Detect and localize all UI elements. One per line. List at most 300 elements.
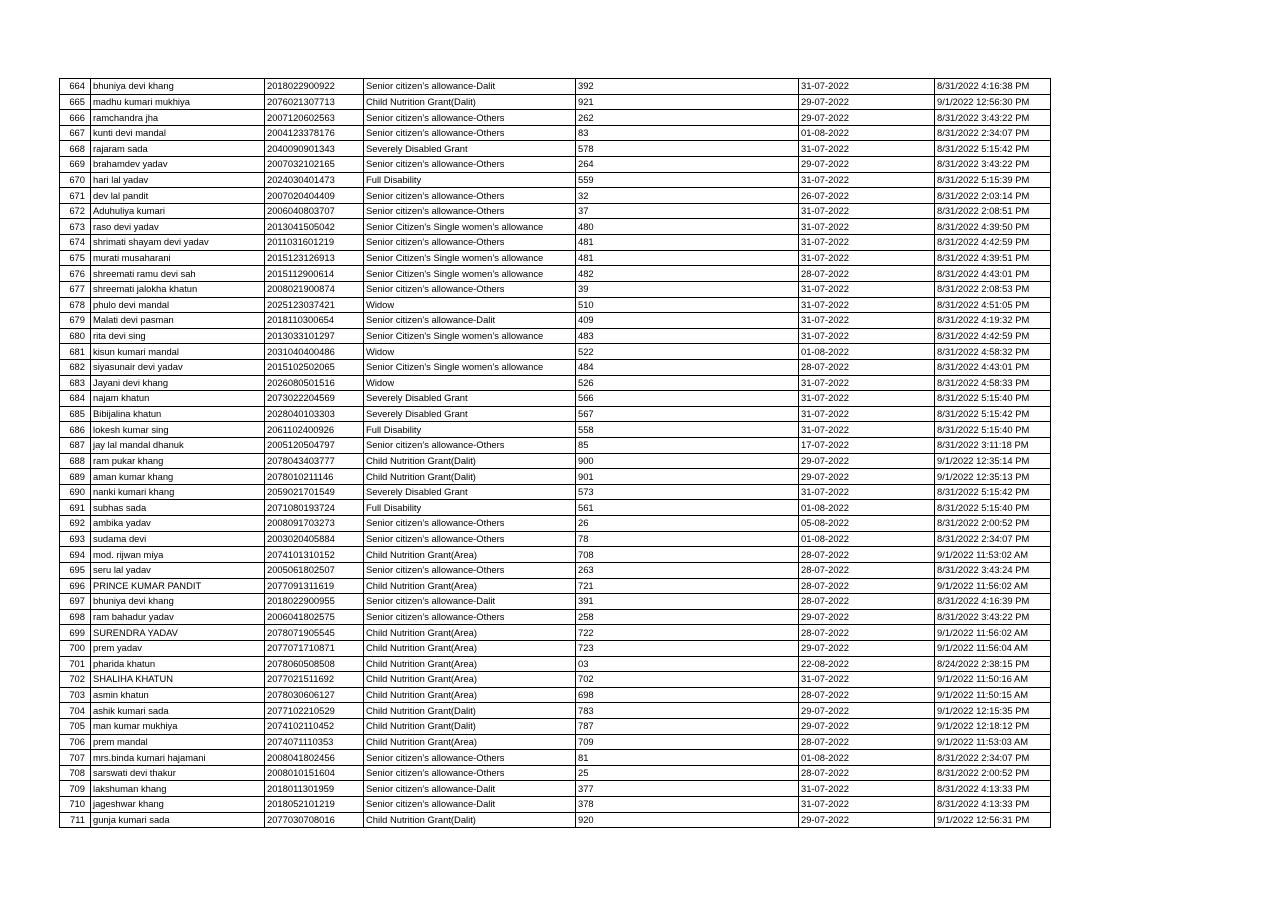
timestamp-cell: 9/1/2022 12:35:13 PM: [935, 469, 1051, 485]
timestamp-cell: 8/31/2022 4:43:01 PM: [935, 266, 1051, 282]
allowance-type-cell: Senior citizen’s allowance-Others: [364, 203, 576, 219]
serial-number-cell: 680: [60, 328, 91, 344]
table-row: [60, 453, 1051, 469]
allowance-type-cell: Senior citizen’s allowance-Others: [364, 235, 576, 251]
table-row: [60, 687, 1051, 703]
allowance-type-cell: Senior citizen’s allowance-Dalit: [364, 781, 576, 797]
code-cell: 787: [576, 718, 799, 734]
date-cell: 01-08-2022: [799, 125, 935, 141]
name-cell: rajaram sada: [91, 141, 265, 157]
allowance-type-cell: Child Nutrition Grant(Dalit): [364, 469, 576, 485]
name-cell: subhas sada: [91, 500, 265, 516]
table-row: [60, 203, 1051, 219]
name-cell: ram pukar khang: [91, 453, 265, 469]
timestamp-cell: 9/1/2022 12:56:30 PM: [935, 94, 1051, 110]
table-row: [60, 250, 1051, 266]
timestamp-cell: 8/31/2022 2:08:53 PM: [935, 281, 1051, 297]
id-number-cell: 2078060508508: [265, 656, 364, 672]
table-row: [60, 391, 1051, 407]
id-number-cell: 2026080501516: [265, 375, 364, 391]
allowance-type-cell: Child Nutrition Grant(Area): [364, 578, 576, 594]
allowance-type-cell: Full Disability: [364, 422, 576, 438]
timestamp-cell: 8/31/2022 4:51:05 PM: [935, 297, 1051, 313]
id-number-cell: 2008010151604: [265, 765, 364, 781]
allowance-type-cell: Senior citizen’s allowance-Others: [364, 609, 576, 625]
serial-number-cell: 685: [60, 406, 91, 422]
id-number-cell: 2078010211146: [265, 469, 364, 485]
id-number-cell: 2007032102165: [265, 157, 364, 173]
serial-number-cell: 678: [60, 297, 91, 313]
table-row: [60, 110, 1051, 126]
code-cell: 83: [576, 125, 799, 141]
table-row: [60, 125, 1051, 141]
allowance-type-cell: Senior citizen’s allowance-Dalit: [364, 79, 576, 95]
timestamp-cell: 9/1/2022 11:56:02 AM: [935, 625, 1051, 641]
name-cell: SURENDRA YADAV: [91, 625, 265, 641]
table-row: [60, 703, 1051, 719]
name-cell: lakshuman khang: [91, 781, 265, 797]
name-cell: najam khatun: [91, 391, 265, 407]
name-cell: rita devi sing: [91, 328, 265, 344]
code-cell: 377: [576, 781, 799, 797]
name-cell: shreemati ramu devi sah: [91, 266, 265, 282]
name-cell: siyasunair devi yadav: [91, 359, 265, 375]
allowance-type-cell: Senior citizen’s allowance-Dalit: [364, 313, 576, 329]
serial-number-cell: 672: [60, 203, 91, 219]
code-cell: 409: [576, 313, 799, 329]
allowance-type-cell: Senior Citizen's Single women’s allowance: [364, 328, 576, 344]
name-cell: prem mandal: [91, 734, 265, 750]
id-number-cell: 2078043403777: [265, 453, 364, 469]
serial-number-cell: 708: [60, 765, 91, 781]
serial-number-cell: 675: [60, 250, 91, 266]
serial-number-cell: 674: [60, 235, 91, 251]
date-cell: 29-07-2022: [799, 469, 935, 485]
name-cell: phulo devi mandal: [91, 297, 265, 313]
serial-number-cell: 690: [60, 484, 91, 500]
beneficiary-table: [59, 78, 1051, 828]
code-cell: 559: [576, 172, 799, 188]
date-cell: 29-07-2022: [799, 453, 935, 469]
timestamp-cell: 9/1/2022 11:50:15 AM: [935, 687, 1051, 703]
allowance-type-cell: Full Disability: [364, 500, 576, 516]
code-cell: 482: [576, 266, 799, 282]
date-cell: 31-07-2022: [799, 672, 935, 688]
table-row: [60, 531, 1051, 547]
date-cell: 28-07-2022: [799, 625, 935, 641]
id-number-cell: 2078071905545: [265, 625, 364, 641]
serial-number-cell: 668: [60, 141, 91, 157]
date-cell: 31-07-2022: [799, 422, 935, 438]
serial-number-cell: 677: [60, 281, 91, 297]
timestamp-cell: 8/31/2022 2:00:52 PM: [935, 516, 1051, 532]
name-cell: gunja kumari sada: [91, 812, 265, 828]
table-row: [60, 141, 1051, 157]
date-cell: 28-07-2022: [799, 734, 935, 750]
timestamp-cell: 8/31/2022 4:13:33 PM: [935, 797, 1051, 813]
id-number-cell: 2006041802575: [265, 609, 364, 625]
id-number-cell: 2077071710871: [265, 640, 364, 656]
id-number-cell: 2005061802507: [265, 562, 364, 578]
id-number-cell: 2008041802456: [265, 750, 364, 766]
code-cell: 573: [576, 484, 799, 500]
name-cell: brahamdev yadav: [91, 157, 265, 173]
timestamp-cell: 8/31/2022 2:34:07 PM: [935, 125, 1051, 141]
code-cell: 483: [576, 328, 799, 344]
allowance-type-cell: Senior citizen’s allowance-Others: [364, 188, 576, 204]
allowance-type-cell: Senior citizen’s allowance-Others: [364, 125, 576, 141]
table-row: [60, 266, 1051, 282]
timestamp-cell: 9/1/2022 12:35:14 PM: [935, 453, 1051, 469]
date-cell: 31-07-2022: [799, 484, 935, 500]
date-cell: 31-07-2022: [799, 391, 935, 407]
timestamp-cell: 8/31/2022 4:16:38 PM: [935, 79, 1051, 95]
date-cell: 01-08-2022: [799, 500, 935, 516]
allowance-type-cell: Child Nutrition Grant(Area): [364, 687, 576, 703]
serial-number-cell: 670: [60, 172, 91, 188]
allowance-type-cell: Senior citizen’s allowance-Others: [364, 531, 576, 547]
id-number-cell: 2011031601219: [265, 235, 364, 251]
code-cell: 721: [576, 578, 799, 594]
date-cell: 31-07-2022: [799, 781, 935, 797]
timestamp-cell: 8/31/2022 2:34:07 PM: [935, 750, 1051, 766]
timestamp-cell: 9/1/2022 11:50:16 AM: [935, 672, 1051, 688]
name-cell: mod. rijwan miya: [91, 547, 265, 563]
date-cell: 31-07-2022: [799, 313, 935, 329]
id-number-cell: 2005120504797: [265, 438, 364, 454]
name-cell: aman kumar khang: [91, 469, 265, 485]
code-cell: 783: [576, 703, 799, 719]
id-number-cell: 2008091703273: [265, 516, 364, 532]
table-row: [60, 765, 1051, 781]
id-number-cell: 2074101310152: [265, 547, 364, 563]
allowance-type-cell: Senior citizen’s allowance-Dalit: [364, 797, 576, 813]
table-row: [60, 625, 1051, 641]
table-row: [60, 656, 1051, 672]
id-number-cell: 2028040103303: [265, 406, 364, 422]
id-number-cell: 2078030606127: [265, 687, 364, 703]
table-row: [60, 422, 1051, 438]
allowance-type-cell: Senior Citizen's Single women’s allowance: [364, 250, 576, 266]
timestamp-cell: 8/31/2022 3:43:22 PM: [935, 157, 1051, 173]
timestamp-cell: 8/31/2022 4:39:51 PM: [935, 250, 1051, 266]
allowance-type-cell: Senior citizen’s allowance-Others: [364, 765, 576, 781]
date-cell: 29-07-2022: [799, 703, 935, 719]
serial-number-cell: 687: [60, 438, 91, 454]
id-number-cell: 2018022900955: [265, 594, 364, 610]
table-row: [60, 672, 1051, 688]
timestamp-cell: 9/1/2022 11:56:02 AM: [935, 578, 1051, 594]
name-cell: ramchandra jha: [91, 110, 265, 126]
name-cell: prem yadav: [91, 640, 265, 656]
id-number-cell: 2077021511692: [265, 672, 364, 688]
serial-number-cell: 682: [60, 359, 91, 375]
timestamp-cell: 8/31/2022 4:39:50 PM: [935, 219, 1051, 235]
table-row: [60, 344, 1051, 360]
table-row: [60, 94, 1051, 110]
table-row: [60, 313, 1051, 329]
timestamp-cell: 8/31/2022 5:15:42 PM: [935, 406, 1051, 422]
table-row: [60, 172, 1051, 188]
date-cell: 28-07-2022: [799, 578, 935, 594]
table-row: [60, 219, 1051, 235]
timestamp-cell: 8/31/2022 4:16:39 PM: [935, 594, 1051, 610]
code-cell: 25: [576, 765, 799, 781]
serial-number-cell: 697: [60, 594, 91, 610]
name-cell: PRINCE KUMAR PANDIT: [91, 578, 265, 594]
serial-number-cell: 696: [60, 578, 91, 594]
allowance-type-cell: Child Nutrition Grant(Area): [364, 656, 576, 672]
name-cell: ambika yadav: [91, 516, 265, 532]
date-cell: 31-07-2022: [799, 79, 935, 95]
table-row: [60, 375, 1051, 391]
date-cell: 31-07-2022: [799, 406, 935, 422]
date-cell: 28-07-2022: [799, 687, 935, 703]
name-cell: jay lal mandal dhanuk: [91, 438, 265, 454]
name-cell: Jayani devi khang: [91, 375, 265, 391]
date-cell: 28-07-2022: [799, 547, 935, 563]
allowance-type-cell: Widow: [364, 297, 576, 313]
table-row: [60, 718, 1051, 734]
code-cell: 561: [576, 500, 799, 516]
name-cell: sarswati devi thakur: [91, 765, 265, 781]
code-cell: 481: [576, 235, 799, 251]
timestamp-cell: 9/1/2022 12:15:35 PM: [935, 703, 1051, 719]
name-cell: mrs.binda kumari hajamani: [91, 750, 265, 766]
allowance-type-cell: Senior Citizen's Single women’s allowance: [364, 266, 576, 282]
serial-number-cell: 686: [60, 422, 91, 438]
code-cell: 900: [576, 453, 799, 469]
allowance-type-cell: Child Nutrition Grant(Area): [364, 672, 576, 688]
date-cell: 31-07-2022: [799, 797, 935, 813]
allowance-type-cell: Senior citizen’s allowance-Others: [364, 562, 576, 578]
name-cell: pharida khatun: [91, 656, 265, 672]
table-row: [60, 484, 1051, 500]
date-cell: 31-07-2022: [799, 235, 935, 251]
date-cell: 28-07-2022: [799, 359, 935, 375]
table-row: [60, 547, 1051, 563]
name-cell: bhuniya devi khang: [91, 79, 265, 95]
serial-number-cell: 667: [60, 125, 91, 141]
timestamp-cell: 8/31/2022 5:15:39 PM: [935, 172, 1051, 188]
table-row: [60, 406, 1051, 422]
code-cell: 702: [576, 672, 799, 688]
table-row: [60, 750, 1051, 766]
timestamp-cell: 8/31/2022 4:43:01 PM: [935, 359, 1051, 375]
code-cell: 510: [576, 297, 799, 313]
allowance-type-cell: Senior Citizen's Single women’s allowance: [364, 359, 576, 375]
code-cell: 920: [576, 812, 799, 828]
code-cell: 262: [576, 110, 799, 126]
code-cell: 558: [576, 422, 799, 438]
serial-number-cell: 664: [60, 79, 91, 95]
table-row: [60, 594, 1051, 610]
timestamp-cell: 8/31/2022 3:43:24 PM: [935, 562, 1051, 578]
timestamp-cell: 8/31/2022 3:43:22 PM: [935, 609, 1051, 625]
id-number-cell: 2018052101219: [265, 797, 364, 813]
name-cell: Aduhuliya kumari: [91, 203, 265, 219]
code-cell: 37: [576, 203, 799, 219]
date-cell: 29-07-2022: [799, 609, 935, 625]
id-number-cell: 2015102502065: [265, 359, 364, 375]
id-number-cell: 2008021900874: [265, 281, 364, 297]
table-row: [60, 734, 1051, 750]
code-cell: 709: [576, 734, 799, 750]
table-row: [60, 235, 1051, 251]
code-cell: 708: [576, 547, 799, 563]
allowance-type-cell: Child Nutrition Grant(Area): [364, 734, 576, 750]
timestamp-cell: 9/1/2022 11:53:03 AM: [935, 734, 1051, 750]
date-cell: 31-07-2022: [799, 250, 935, 266]
timestamp-cell: 8/31/2022 5:15:40 PM: [935, 422, 1051, 438]
serial-number-cell: 711: [60, 812, 91, 828]
name-cell: asmin khatun: [91, 687, 265, 703]
table-row: [60, 297, 1051, 313]
name-cell: lokesh kumar sing: [91, 422, 265, 438]
allowance-type-cell: Child Nutrition Grant(Dalit): [364, 718, 576, 734]
name-cell: shreemati jalokha khatun: [91, 281, 265, 297]
allowance-type-cell: Senior citizen’s allowance-Others: [364, 157, 576, 173]
code-cell: 921: [576, 94, 799, 110]
timestamp-cell: 9/1/2022 12:56:31 PM: [935, 812, 1051, 828]
id-number-cell: 2059021701549: [265, 484, 364, 500]
date-cell: 29-07-2022: [799, 157, 935, 173]
code-cell: 578: [576, 141, 799, 157]
date-cell: 29-07-2022: [799, 94, 935, 110]
table-row: [60, 640, 1051, 656]
date-cell: 05-08-2022: [799, 516, 935, 532]
id-number-cell: 2074102110452: [265, 718, 364, 734]
table-row: [60, 469, 1051, 485]
table-row: [60, 516, 1051, 532]
table-row: [60, 609, 1051, 625]
id-number-cell: 2018110300654: [265, 313, 364, 329]
date-cell: 26-07-2022: [799, 188, 935, 204]
date-cell: 31-07-2022: [799, 141, 935, 157]
name-cell: kunti devi mandal: [91, 125, 265, 141]
code-cell: 481: [576, 250, 799, 266]
name-cell: raso devi yadav: [91, 219, 265, 235]
serial-number-cell: 692: [60, 516, 91, 532]
timestamp-cell: 8/31/2022 4:58:33 PM: [935, 375, 1051, 391]
allowance-type-cell: Severely Disabled Grant: [364, 406, 576, 422]
id-number-cell: 2003020405884: [265, 531, 364, 547]
allowance-type-cell: Child Nutrition Grant(Dalit): [364, 94, 576, 110]
name-cell: sudama devi: [91, 531, 265, 547]
allowance-type-cell: Severely Disabled Grant: [364, 484, 576, 500]
table-row: [60, 359, 1051, 375]
date-cell: 29-07-2022: [799, 718, 935, 734]
name-cell: bhuniya devi khang: [91, 594, 265, 610]
id-number-cell: 2077102210529: [265, 703, 364, 719]
code-cell: 567: [576, 406, 799, 422]
date-cell: 31-07-2022: [799, 172, 935, 188]
id-number-cell: 2015123126913: [265, 250, 364, 266]
serial-number-cell: 701: [60, 656, 91, 672]
table-row: [60, 578, 1051, 594]
code-cell: 258: [576, 609, 799, 625]
serial-number-cell: 698: [60, 609, 91, 625]
table-row: [60, 438, 1051, 454]
code-cell: 391: [576, 594, 799, 610]
date-cell: 01-08-2022: [799, 531, 935, 547]
serial-number-cell: 673: [60, 219, 91, 235]
name-cell: Malati devi pasman: [91, 313, 265, 329]
serial-number-cell: 710: [60, 797, 91, 813]
id-number-cell: 2007120602563: [265, 110, 364, 126]
timestamp-cell: 8/31/2022 5:15:40 PM: [935, 500, 1051, 516]
name-cell: shrimati shayam devi yadav: [91, 235, 265, 251]
allowance-type-cell: Full Disability: [364, 172, 576, 188]
table-row: [60, 812, 1051, 828]
date-cell: 31-07-2022: [799, 281, 935, 297]
id-number-cell: 2077030708016: [265, 812, 364, 828]
serial-number-cell: 703: [60, 687, 91, 703]
serial-number-cell: 666: [60, 110, 91, 126]
allowance-type-cell: Child Nutrition Grant(Area): [364, 547, 576, 563]
serial-number-cell: 676: [60, 266, 91, 282]
code-cell: 81: [576, 750, 799, 766]
allowance-type-cell: Senior citizen’s allowance-Others: [364, 516, 576, 532]
table-body: [60, 79, 1051, 828]
id-number-cell: 2007020404409: [265, 188, 364, 204]
id-number-cell: 2073022204569: [265, 391, 364, 407]
code-cell: 722: [576, 625, 799, 641]
name-cell: nanki kumari khang: [91, 484, 265, 500]
date-cell: 28-07-2022: [799, 266, 935, 282]
code-cell: 526: [576, 375, 799, 391]
table-row: [60, 500, 1051, 516]
table-row: [60, 281, 1051, 297]
id-number-cell: 2013033101297: [265, 328, 364, 344]
name-cell: madhu kumari mukhiya: [91, 94, 265, 110]
allowance-type-cell: Child Nutrition Grant(Dalit): [364, 812, 576, 828]
timestamp-cell: 8/31/2022 3:11:18 PM: [935, 438, 1051, 454]
allowance-type-cell: Severely Disabled Grant: [364, 391, 576, 407]
serial-number-cell: 691: [60, 500, 91, 516]
serial-number-cell: 699: [60, 625, 91, 641]
timestamp-cell: 9/1/2022 11:56:04 AM: [935, 640, 1051, 656]
code-cell: 264: [576, 157, 799, 173]
date-cell: 31-07-2022: [799, 375, 935, 391]
allowance-type-cell: Senior citizen’s allowance-Others: [364, 281, 576, 297]
code-cell: 566: [576, 391, 799, 407]
serial-number-cell: 705: [60, 718, 91, 734]
timestamp-cell: 9/1/2022 12:18:12 PM: [935, 718, 1051, 734]
serial-number-cell: 707: [60, 750, 91, 766]
allowance-type-cell: Child Nutrition Grant(Dalit): [364, 453, 576, 469]
code-cell: 39: [576, 281, 799, 297]
name-cell: dev lal pandit: [91, 188, 265, 204]
serial-number-cell: 679: [60, 313, 91, 329]
date-cell: 28-07-2022: [799, 562, 935, 578]
name-cell: hari lal yadav: [91, 172, 265, 188]
timestamp-cell: 8/24/2022 2:38:15 PM: [935, 656, 1051, 672]
date-cell: 17-07-2022: [799, 438, 935, 454]
code-cell: 392: [576, 79, 799, 95]
timestamp-cell: 8/31/2022 2:08:51 PM: [935, 203, 1051, 219]
code-cell: 263: [576, 562, 799, 578]
serial-number-cell: 694: [60, 547, 91, 563]
table-row: [60, 188, 1051, 204]
name-cell: ram bahadur yadav: [91, 609, 265, 625]
allowance-type-cell: Widow: [364, 375, 576, 391]
timestamp-cell: 8/31/2022 4:42:59 PM: [935, 235, 1051, 251]
id-number-cell: 2024030401473: [265, 172, 364, 188]
date-cell: 29-07-2022: [799, 812, 935, 828]
name-cell: Bibijalina khatun: [91, 406, 265, 422]
serial-number-cell: 700: [60, 640, 91, 656]
